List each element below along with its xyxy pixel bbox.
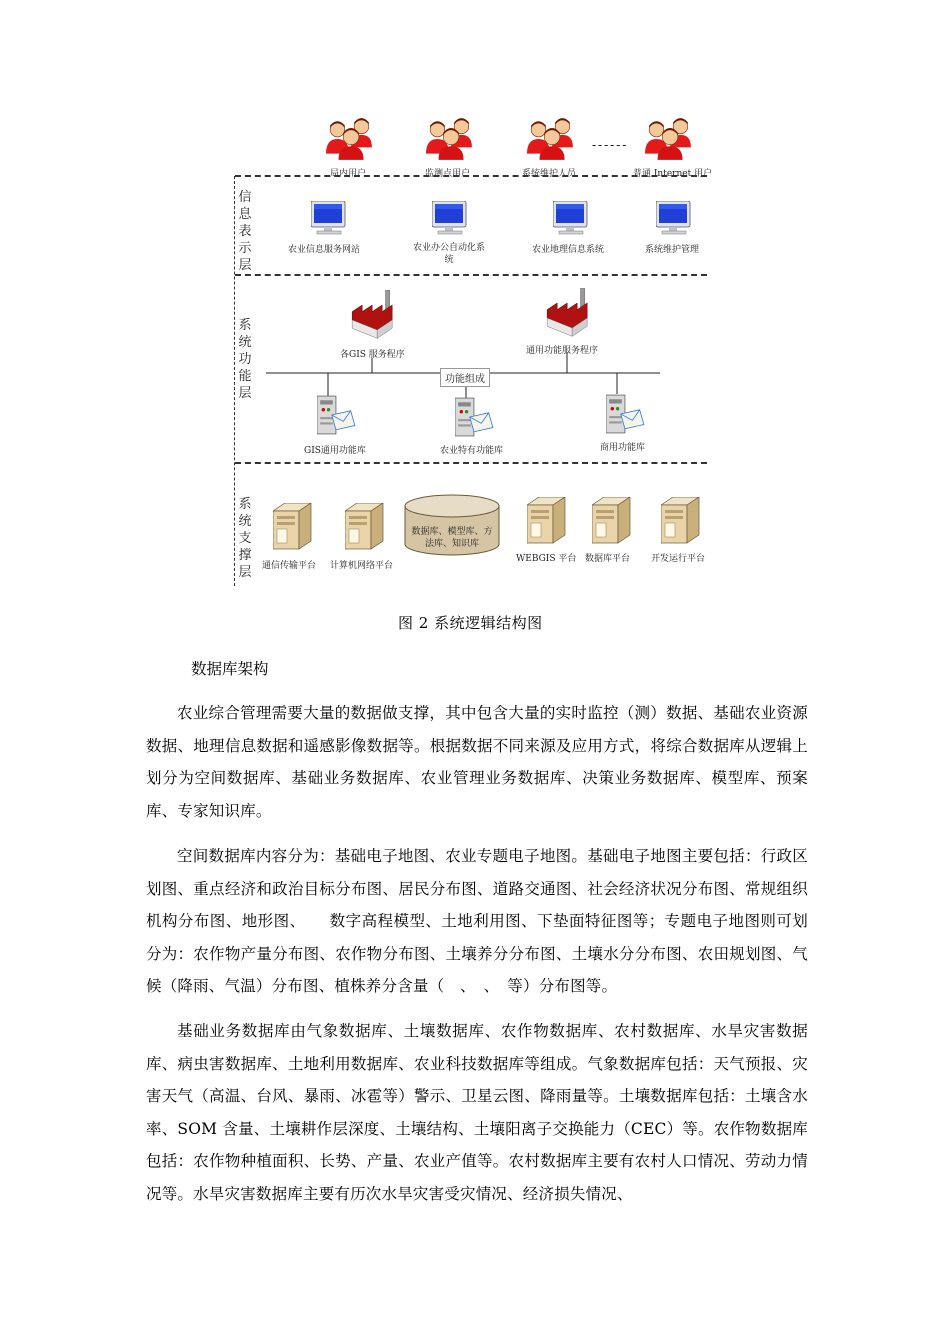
library-label: 商用功能库	[600, 443, 646, 453]
user-group-icon	[426, 116, 474, 162]
system-label: 农业地理信息系统	[532, 245, 605, 255]
section-title: 数据库架构	[191, 660, 269, 678]
support-layer-label: 系 统 支 撑 层	[238, 497, 252, 580]
ellipsis-dashes: ------	[592, 138, 629, 152]
user-label: 系统维护人员	[522, 169, 577, 179]
user-group-icon	[527, 116, 575, 162]
layer-left-border	[234, 176, 235, 586]
function-bus-label: 功能组成	[440, 368, 490, 387]
computer-monitor-icon	[432, 201, 468, 235]
figure-caption: 图 2 系统逻辑结构图	[398, 614, 543, 632]
layer-divider	[235, 274, 707, 276]
factory-icon	[541, 288, 595, 338]
service-label: 通用功能服务程序	[526, 346, 599, 356]
layer-divider	[235, 462, 707, 464]
library-label: 农业特有功能库	[440, 446, 504, 456]
system-label: 农业信息服务网站	[288, 245, 361, 255]
server-tower-icon	[661, 497, 701, 545]
layer-divider	[235, 175, 707, 177]
service-label: 各GIS 服务程序	[340, 350, 405, 360]
presentation-layer-label: 信 息 表 示 层	[238, 190, 252, 273]
server-tower-icon	[592, 497, 632, 545]
computer-monitor-icon	[311, 201, 347, 235]
user-label: 局内用户	[330, 169, 367, 179]
paragraph: 农业综合管理需要大量的数据做支撑，其中包含大量的实时监控（测）数据、基础农业资源数据、地理信息数据和遥感影像数据等。根据数据不同来源及应用方式，将综合数据库从逻辑上划分为空间数据库、基础业务数据库、农业管理业务数据库、决策业务数据库、模型库、预案库、专家知识库。	[146, 704, 808, 820]
user-group-icon	[326, 116, 374, 162]
user-label: 普通 Internet 用户	[633, 169, 713, 179]
platform-label: 开发运行平台	[651, 554, 706, 564]
system-label: 系统维护管理	[645, 245, 700, 255]
factory-icon	[346, 290, 400, 340]
computer-monitor-icon	[656, 201, 692, 235]
paragraph: 基础业务数据库由气象数据库、土壤数据库、农作物数据库、农村数据库、水旱灾害数据库、病虫害数据库、土地利用数据库、农业科技数据库等组成。气象数据库包括：天气预报、灾害天气（高温、台风、暴雨、冰雹等）警示、卫星云图、降雨量等。土壤数据库包括：土壤含水率、SOM 含量、土壤耕作层深度、土壤结构、土壤阳离子交换能力（CEC）等。农作物数据库包括：农作物种植面积、长势、产量、农业产值等。农村数据库主要有农村人口情况、劳动力情况等。水旱灾害数据库主要有历次水旱灾害受灾情况、经济损失情况、	[146, 1022, 808, 1203]
user-group-icon	[645, 116, 693, 162]
server-tower-icon	[273, 503, 313, 551]
platform-label: 通信传输平台	[262, 561, 317, 571]
system-label: 农业办公自动化系统	[412, 243, 485, 265]
library-server-icon	[455, 397, 495, 437]
library-label: GIS通用功能库	[304, 446, 366, 456]
server-tower-icon	[345, 503, 385, 551]
library-server-icon	[317, 395, 357, 435]
server-tower-icon	[527, 497, 567, 545]
database-cylinder-label: 数据库、模型库、方法库、知识库	[411, 527, 493, 549]
platform-label: 数据库平台	[585, 554, 631, 564]
function-layer-label: 系 统 功 能 层	[238, 318, 252, 401]
paragraph: 空间数据库内容分为：基础电子地图、农业专题电子地图。基础电子地图主要包括：行政区划图、重点经济和政治目标分布图、居民分布图、道路交通图、社会经济状况分布图、常规组织机构分布图、地形图、 数字高程模型、土地利用图、下垫面特征图等；专题电子地图则可划分为：农作物产量分布图、农作物分布图、土壤养分分布图、土壤水分分布图、农田规划图、气候（降雨、气温）分布图、植株养分含量（ 、 、 等）分布图等。	[146, 847, 808, 995]
platform-label: WEBGIS 平台	[516, 554, 577, 564]
library-server-icon	[606, 394, 646, 434]
user-label: 监测点用户	[425, 169, 471, 179]
computer-monitor-icon	[553, 201, 589, 235]
platform-label: 计算机网络平台	[330, 561, 394, 571]
